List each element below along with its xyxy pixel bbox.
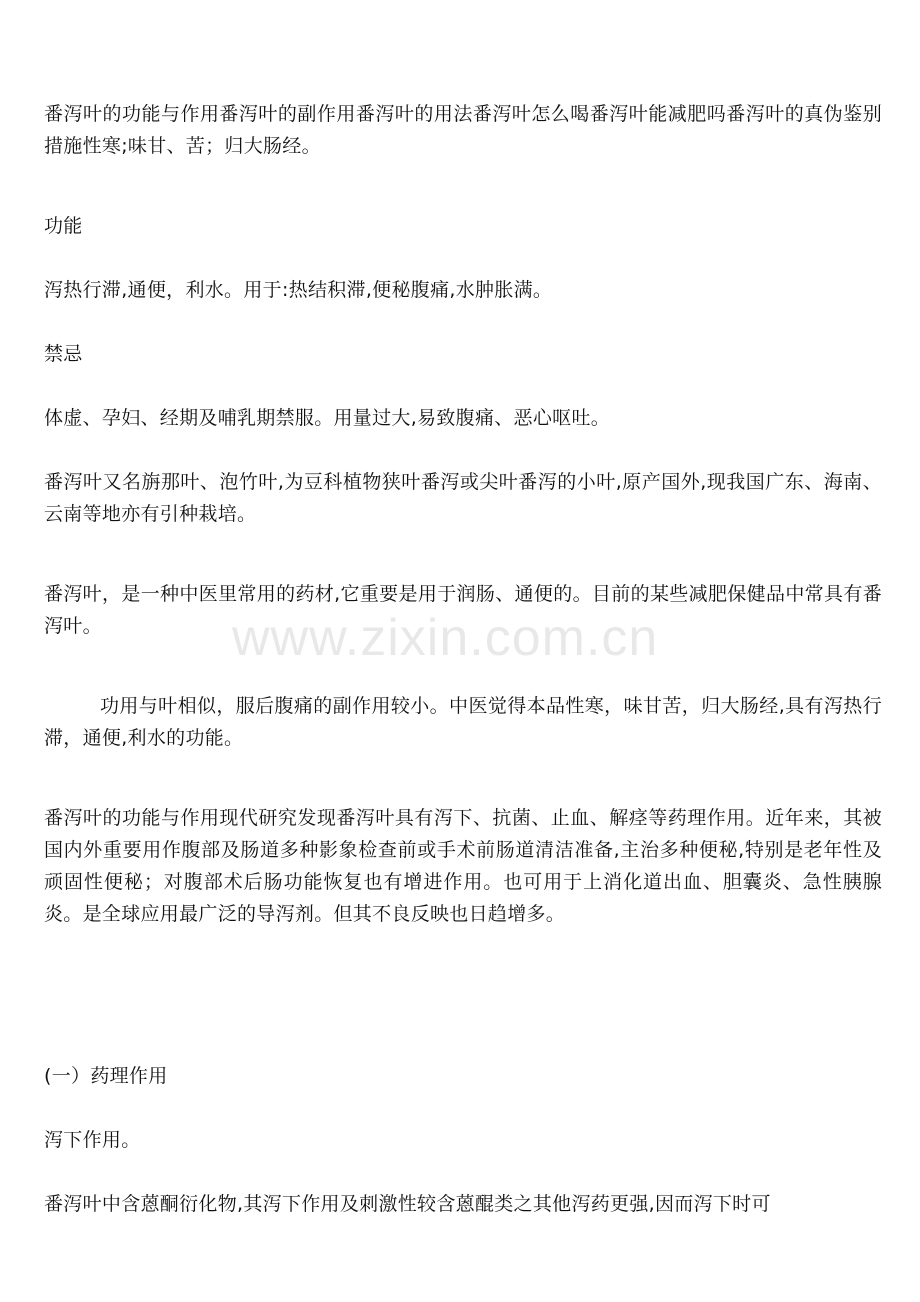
laxative-paragraph: 番泻叶中含蒽酮衍化物,其泻下作用及刺激性较含蒽醌类之其他泻药更强,因而泻下时可	[44, 1193, 771, 1215]
heading-pharmacology: (一）药理作用	[44, 1065, 168, 1087]
subheading-laxative: 泻下作用。	[44, 1129, 141, 1151]
origin-paragraph: 番泻叶又名旃那叶、泡竹叶,为豆科植物狭叶番泻或尖叶番泻的小叶,原产国外,现我国广东、海南、云南等地亦有引种栽培。	[44, 471, 882, 525]
heading-function: 功能	[44, 215, 83, 237]
heading-contraindication: 禁忌	[44, 343, 83, 365]
watermark: www.zixin.com.cn	[232, 609, 659, 667]
contraindication-paragraph: 体虚、孕妇、经期及哺乳期禁服。用量过大,易致腹痛、恶心呕吐。	[44, 407, 611, 429]
effect-paragraph: 功用与叶相似，服后腹痛的副作用较小。中医觉得本品性寒，味甘苦，归大肠经,具有泻热行滞，通便,利水的功能。	[44, 695, 882, 749]
intro-paragraph: 番泻叶的功能与作用番泻叶的副作用番泻叶的用法番泻叶怎么喝番泻叶能减肥吗番泻叶的真伪鉴别措施性寒;味甘、苦；归大肠经。	[44, 103, 882, 157]
usage-paragraph: 番泻叶，是一种中医里常用的药材,它重要是用于润肠、通便的。目前的某些减肥保健品中常具有番泻叶。	[44, 583, 882, 637]
function-paragraph: 泻热行滞,通便，利水。用于:热结积滞,便秘腹痛,水肿胀满。	[44, 279, 553, 301]
research-paragraph: 番泻叶的功能与作用现代研究发现番泻叶具有泻下、抗菌、止血、解痉等药理作用。近年来，其被国内外重要用作腹部及肠道多种影象检查前或手术前肠道清洁准备,主治多种便秘,特别是老年性及顽固性便秘；对腹部术后肠功能恢复也有增进作用。也可用于上消化道出血、胆囊炎、急性胰腺炎。是全球应用最广泛的导泻剂。但其不良反映也日趋增多。	[44, 807, 882, 925]
